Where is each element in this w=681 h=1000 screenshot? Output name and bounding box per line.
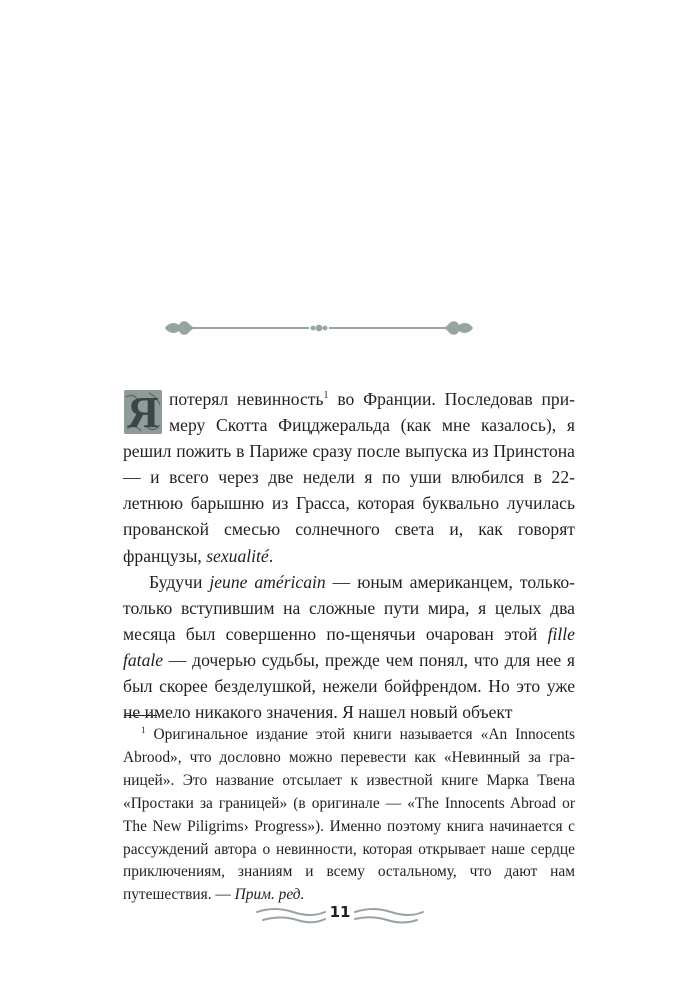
main-text (123, 386, 575, 725)
page-folio (253, 898, 427, 938)
paragraph-text: . (268, 545, 274, 566)
foreign-word: fille fatale (123, 623, 575, 670)
paragraph (123, 386, 575, 569)
drop-cap-char: Я (127, 389, 159, 435)
page-number: 11 (329, 903, 351, 921)
paragraph-text: во Франции. Последовав примеру Скотта Фицджеральда (как мне казалось), я решил пожить в Париже сразу после выпуска из Принстона — и всего через две недели я по уши влюбился в 22-летнюю барышню из Грасса, которая буквально лучилась прованской смесью солнечного света и, как говорят французы, (123, 389, 575, 566)
decorative-divider-icon (163, 314, 475, 342)
foreign-word: jeune américain (209, 571, 326, 592)
paragraph-text: потерял невинность (169, 389, 324, 409)
footnote (123, 724, 575, 907)
paragraph (123, 569, 575, 726)
paragraph-text: Будучи (149, 571, 210, 592)
footnote-marker: 1 (141, 724, 146, 735)
foreign-word: sexualité (206, 545, 269, 566)
drop-cap-letter (123, 389, 163, 435)
footnote-divider (124, 715, 157, 716)
footnote-text: Оригинальное издание этой книги называется «An Innocents Abrood», что дословно можно перевести как «Невинный за границей». Это название отсылает к известной книге Марка Твена «Простаки за границей» (в оригинале — «The Innocents Abroad or The New Piligrims› Progress»). Именно поэтому книга начинается с рассуждений автора о невинности, которая открывает наше сердце приключениям, знаниям и всему остальному, что дают нам путешествия. — (123, 726, 575, 904)
paragraph-text: — дочерью судьбы, прежде чем понял, что для нее я был скорее безделушкой, нежели бойфрендом. Но это уже не имело никакого значения. Я нашел новый объект (123, 649, 575, 723)
footnote-editor-note: Прим. ред. (234, 886, 305, 904)
paragraph-text: — юным американцем, только-только вступившим на сложные пути мира, я целых два месяца был совершенно по-щенячьи очарован этой (123, 571, 575, 644)
footnote-reference: 1 (323, 390, 329, 402)
